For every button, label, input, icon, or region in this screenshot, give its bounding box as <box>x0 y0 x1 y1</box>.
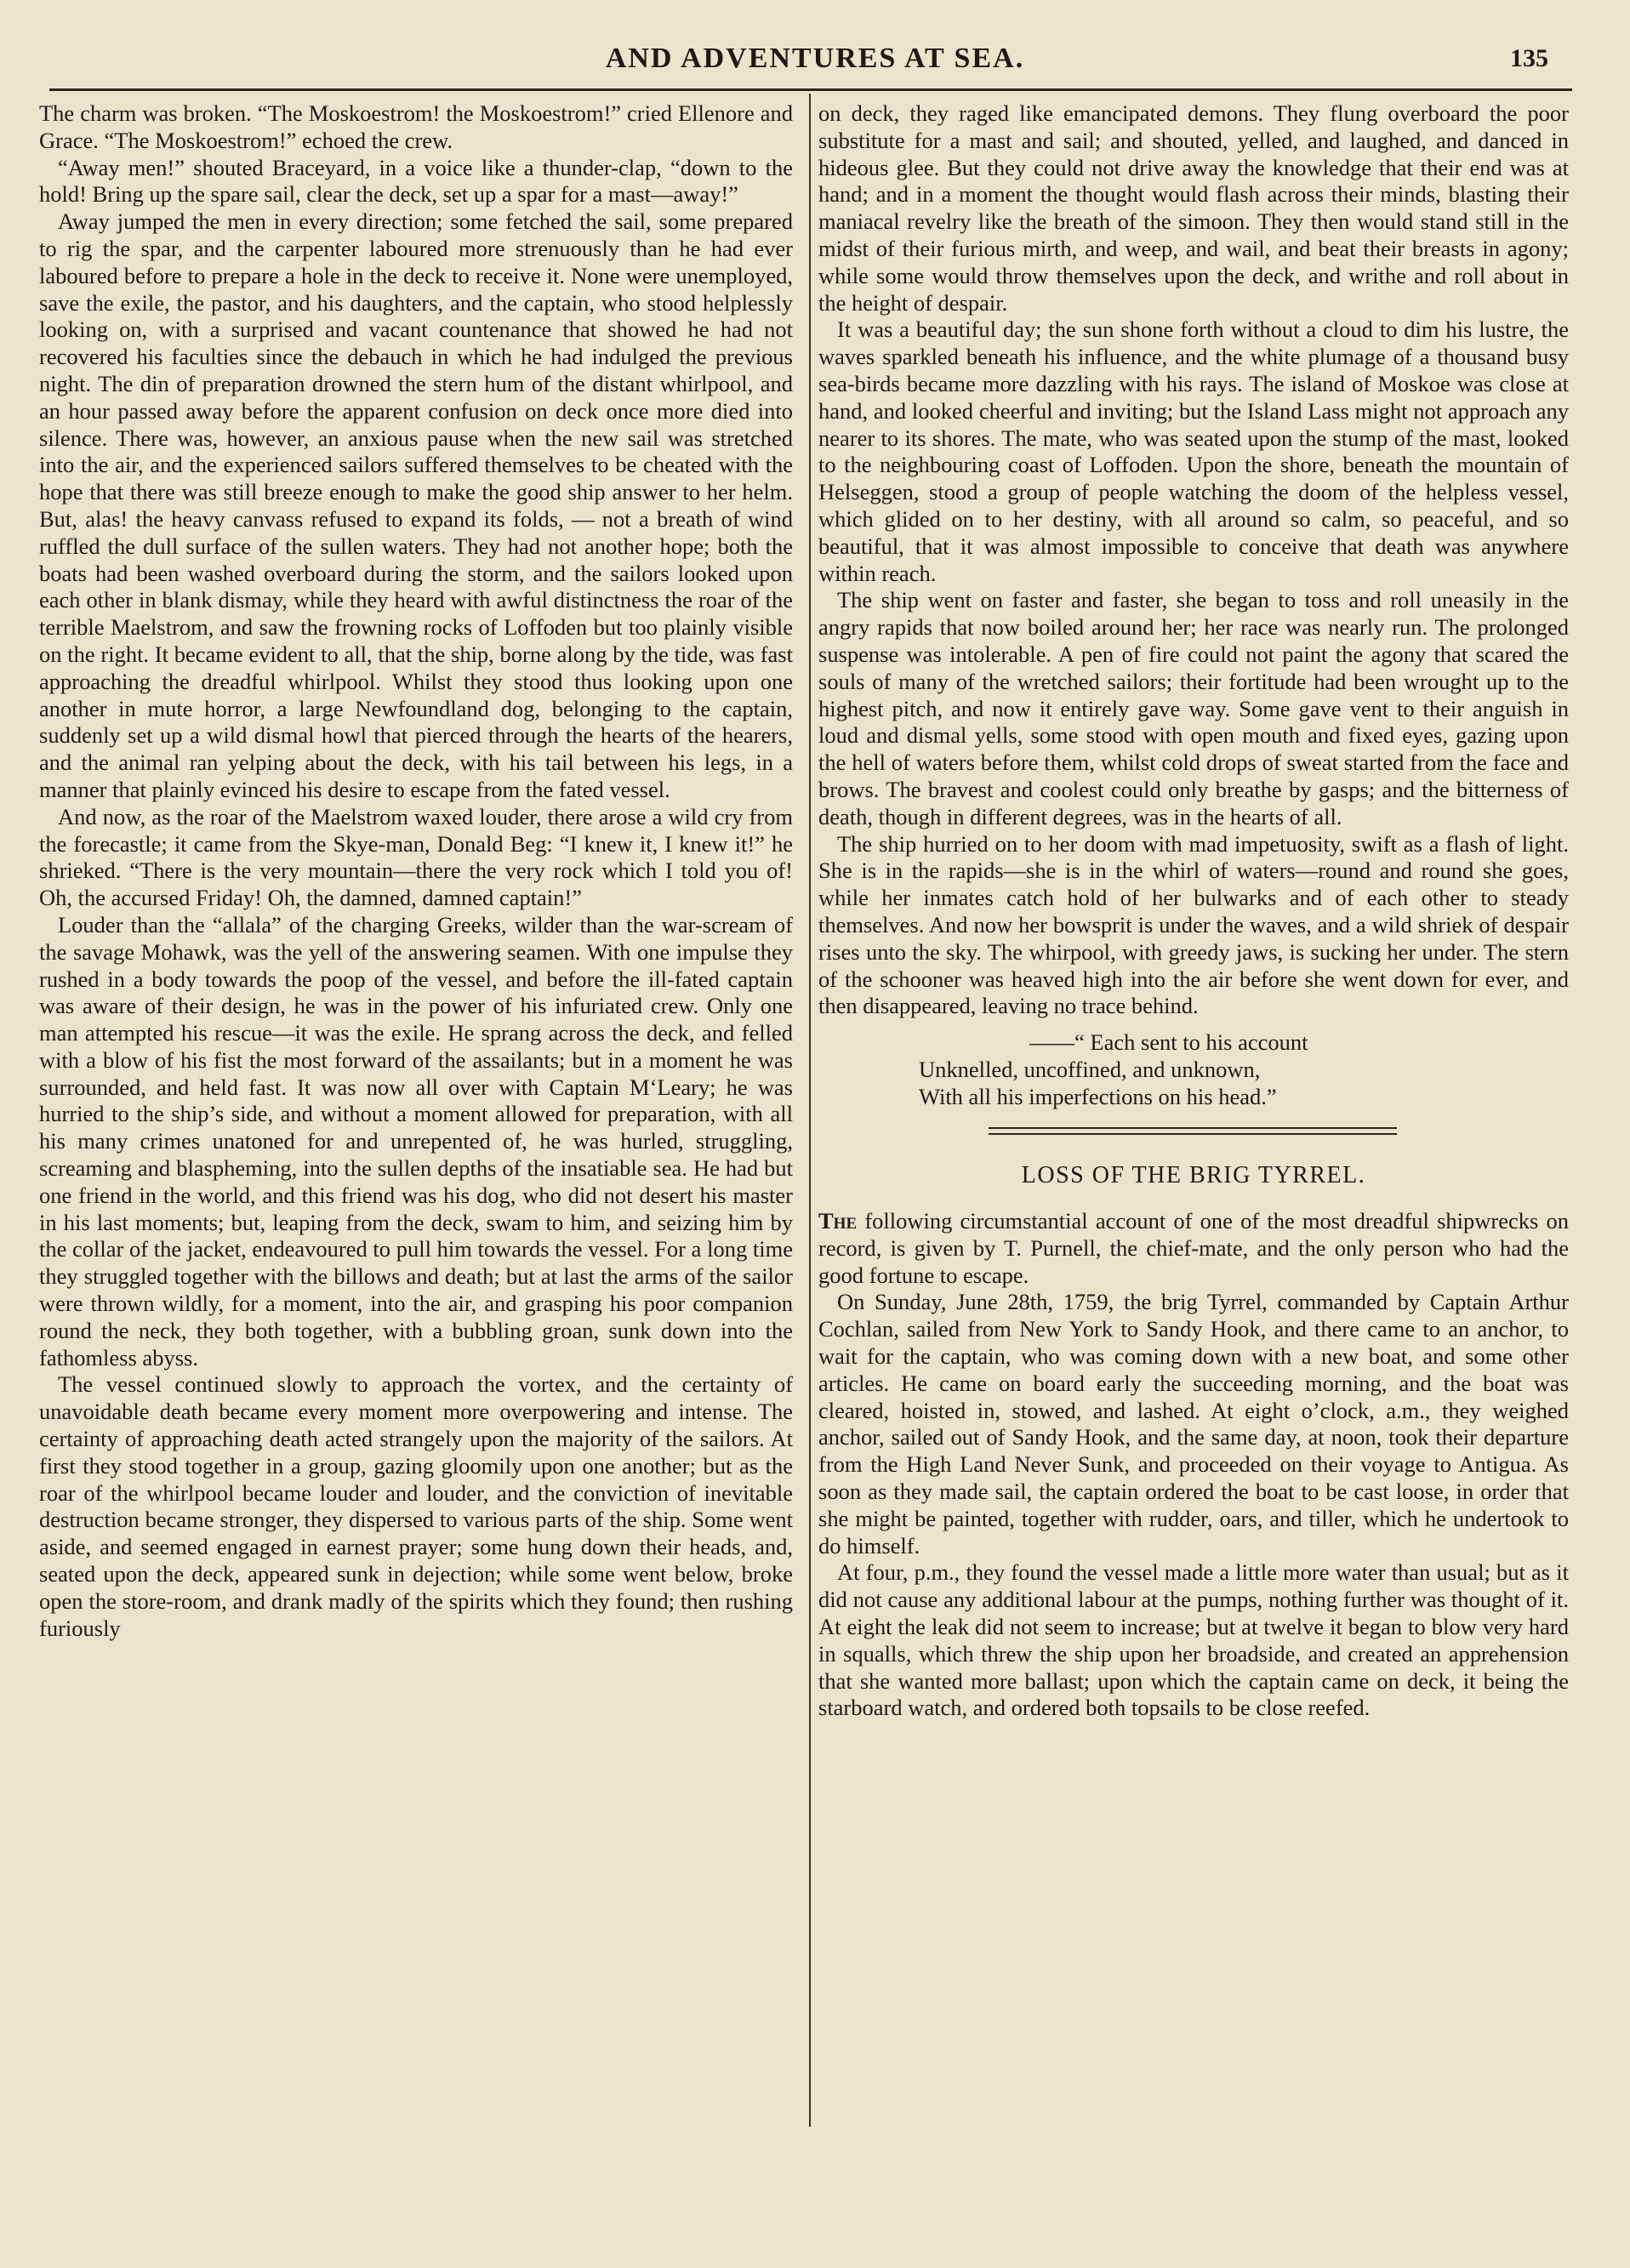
paragraph: On Sunday, June 28th, 1759, the brig Tyrrel, commanded by Captain Arthur Cochlan, sailed from New York to Sandy Hook, and there came to an anchor, to wait for the captain, who was coming down with a new boat, and some other articles. He came on board early the succeeding morning, and the boat was cleared, hoisted in, stowed, and lashed. At eight o’clock, a.m., they weighed anchor, sailed out of Sandy Hook, and the same day, at noon, took their departure from the High Land Never Sunk, and proceeded on their voyage to Antigua. As soon as they made sail, the captain ordered the boat to be cast loose, in order that she might be painted, together with rudder, oars, and tiller, which he undertook to do himself. <box>818 1289 1569 1559</box>
paragraph: The ship hurried on to her doom with mad impetuosity, swift as a flash of light. She is in the rapids—she is in the whirl of waters—round and round she goes, while her inmates catch hold of her bulwarks and of each other to steady themselves. And now her bowsprit is under the waves, and a wild shriek of despair rises unto the sky. The whirpool, with greedy jaws, is sucking her under. The stern of the schooner was heaved high into the air before she went down for ever, and then disappeared, leaving no trace behind. <box>818 830 1569 1019</box>
paragraph: And now, as the roar of the Maelstrom waxed louder, there arose a wild cry from the forecastle; it came from the Skye-man, Donald Beg: “I knew it, I knew it!” he shrieked. “There is the very mountain—there the very rock which I told you of! Oh, the accursed Friday! Oh, the damned, damned captain!” <box>39 803 793 911</box>
paragraph: The ship went on faster and faster, she began to toss and roll uneasily in the angry rapids that now boiled around her; her race was nearly run. The prolonged suspense was intolerable. A pen of fire could not paint the agony that scared the souls of many of the wretched sailors; their fortitude had been wrought up to the highest pitch, and now it entirely gave way. Some gave vent to their anguish in loud and dismal yells, some stood with open mouth and fixed eyes, gazing upon the hell of waters before them, whilst cold drops of sweat started from the face and brows. The bravest and coolest could only breathe by gasps; and the bitterness of death, though in different degrees, was in the hearts of all. <box>818 587 1569 829</box>
header-rule <box>49 88 1572 91</box>
left-column <box>39 100 793 2125</box>
section-heading: LOSS OF THE BRIG TYRREL. <box>1021 1162 1366 1189</box>
paragraph: At four, p.m., they found the vessel made a little more water than usual; but as it did not cause any additional labour at the pumps, nothing further was thought of it. At eight the leak did not seem to increase; but at twelve it began to blow very hard in squalls, which threw the ship upon her broadside, and created an apprehension that she wanted more ballast; upon which the captain came on deck, it being the starboard watch, and ordered both topsails to be close reefed. <box>818 1559 1569 1721</box>
paragraph: Away jumped the men in every direction; some fetched the sail, some prepared to rig the spar, and the carpenter laboured more strenuously than he had ever laboured before to prepare a hole in the deck to receive it. None were unemployed, save the exile, the pastor, and his daughters, and the captain, who stood helplessly looking on, with a surprised and vacant countenance that showed he had not recovered his faculties since the debauch in which he had indulged the previous night. The din of preparation drowned the stern hum of the distant whirlpool, and an hour passed away before the apparent confusion on deck once more died into silence. There was, however, an anxious pause when the new sail was stretched into the air, and the experienced sailors suffered themselves to be cheated with the hope that there was still breeze enough to make the good ship answer to her helm. But, alas! the heavy canvass refused to expand its folds, — not a breath of wind ruffled the dull surface of the sullen waters. They had not another hope; both the boats had been washed overboard during the storm, and the sailors looked upon each other in blank dismay, while they heard with awful distinctness the roar of the terrible Maelstrom, and saw the frowning rocks of Loffoden but too plainly visible on the right. It became evident to all, that the ship, borne along by the tide, was fast approaching the dreadful whirlpool. Whilst they stood thus looking upon one another in mute horror, a large Newfoundland dog, belonging to the captain, suddenly set up a wild dismal howl that pierced through the hearts of the hearers, and the animal ran yelping about the deck, with his tail between his legs, in a manner that plainly evinced his desire to escape from the fated vessel. <box>39 208 793 802</box>
column-divider <box>809 94 811 2127</box>
verse-line: ——“ Each sent to his account <box>1029 1029 1308 1056</box>
running-title: AND ADVENTURES AT SEA. <box>605 43 1025 74</box>
verse-line: With all his imperfections on his head.” <box>919 1084 1277 1110</box>
verse-quote <box>919 1029 1569 1110</box>
right-column <box>818 100 1569 2125</box>
paragraph: Louder than the “allala” of the charging Greeks, wilder than the war-scream of the savage Mohawk, was the yell of the answering seamen. With one impulse they rushed in a body towards the poop of the vessel, and before the ill-fated captain was aware of their design, he was in the power of his infuriated crew. Only one man attempted his rescue—it was the exile. He sprang across the deck, and felled with a blow of his fist the most forward of the assailants; but in a moment he was surrounded, and held fast. It was now all over with Captain M‘Leary; he was hurried to the ship’s side, and without a moment allowed for preparation, with all his many crimes unatoned for and unrepented of, he was hurled, struggling, screaming and blaspheming, into the sullen depths of the insatiable sea. He had but one friend in the world, and this friend was his dog, who did not desert his master in his last moments; but, leaping from the deck, swam to him, and seizing him by the collar of the jacket, endeavoured to pull him towards the vessel. For a long time they struggled together with the billows and death; but at last the arms of the sailor were thrown wildly, for a moment, into the air, and grasping his poor companion round the neck, they both together, with a bubbling groan, sunk down into the fathomless abyss. <box>39 911 793 1370</box>
paragraph: on deck, they raged like emancipated demons. They flung overboard the poor substitute for a mast and sail; and shouted, yelled, and laughed, and danced in hideous glee. But they could not drive away the knowledge that their end was at hand; and in a moment the thought would flash across their minds, blasting their maniacal revelry like the breath of the simoon. They then would stand still in the midst of their furious mirth, and weep, and wail, and beat their breasts in agony; while some would throw themselves upon the deck, and writhe and roll about in the height of despair. <box>818 100 1569 316</box>
paragraph: It was a beautiful day; the sun shone forth without a cloud to dim his lustre, the waves sparkled beneath his influence, and the white plumage of a thousand busy sea-birds became more dazzling with his rays. The island of Moskoe was close at hand, and looked cheerful and inviting; but the Island Lass might not approach any nearer to its shores. The mate, who was seated upon the stump of the mast, looked to the neighbouring coast of Loffoden. Upon the shore, beneath the mountain of Helseggen, stood a group of people watching the doom of the helpless vessel, which glided on to her destiny, with all around so calm, so peaceful, and so beautiful, that it was almost impossible to conceive that death was anywhere within reach. <box>818 316 1569 586</box>
page-number: 135 <box>1510 44 1548 72</box>
paragraph: “Away men!” shouted Braceyard, in a voice like a thunder-clap, “down to the hold! Bring up the spare sail, clear the deck, set up a spar for a mast—away!” <box>39 154 793 208</box>
section-separator <box>989 1127 1397 1135</box>
verse-line: Unknelled, uncoffined, and unknown, <box>919 1057 1261 1083</box>
paragraph: The vessel continued slowly to approach the vortex, and the certainty of unavoidable death became every moment more overpowering and intense. The certainty of approaching death acted strangely upon the majority of the sailors. At first they stood together in a group, gazing gloomily upon one another; but as the roar of the whirlpool became louder and louder, and the conviction of inevitable destruction became stronger, they dispersed to various parts of the ship. Some went aside, and seemed engaged in earnest prayer; some hung down their heads, and, seated upon the deck, appeared sunk in dejection; while some went below, broke open the store-room, and drank madly of the spirits which they found; then rushing furiously <box>39 1371 793 1641</box>
lead-word: The <box>818 1208 858 1234</box>
paragraph <box>818 1208 1569 1289</box>
paragraph: The charm was broken. “The Moskoestrom! the Moskoestrom!” cried Ellenore and Grace. “The Moskoestrom!” echoed the crew. <box>39 100 793 153</box>
paragraph-text: following circumstantial account of one of the most dreadful shipwrecks on record, is given by T. Purnell, the chief-mate, and the only person who had the good fortune to escape. <box>818 1208 1569 1288</box>
